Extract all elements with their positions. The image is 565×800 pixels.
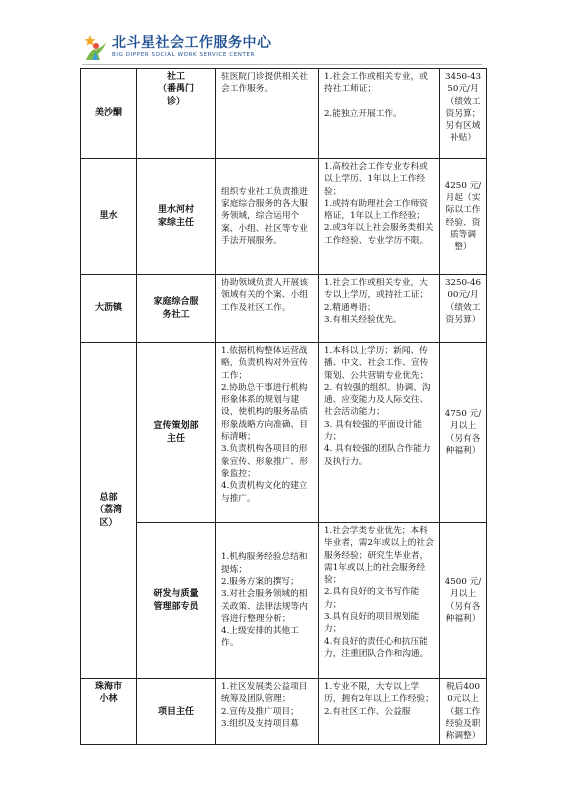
requirement-item: 2.有社区工作、公益服	[324, 706, 411, 717]
position-line: （番禺门	[157, 84, 194, 95]
position-cell	[137, 275, 216, 343]
salary-text: 税后4000元以上（据工作经验及职称调整）	[445, 682, 481, 742]
duty-item: 2.协助总干事进行机构形象体系的规划与建设，使机构的服务品质形象战略方向准确、目标清晰；	[221, 382, 308, 443]
requirement-item: 1.高校社会工作专业专科或以上学历、1年以上工作经验；	[324, 162, 428, 197]
location-line: 珠海市	[94, 682, 122, 692]
duty-item: 1.社区发展类公益项目统筹及团队管理；	[221, 682, 308, 705]
requirement-item: 1.社会学类专业优先；本科毕业者，需2年或以上的社会服务经验；研究生毕业者，需1年或以上的社会服务经验；	[324, 526, 434, 586]
table-row	[81, 159, 487, 275]
location-line: （荔湾	[94, 505, 122, 516]
table-row	[81, 343, 487, 523]
requirement-item: 1.或持有助理社会工作师资格证，1年以上工作经验；	[324, 198, 428, 222]
job-table	[80, 68, 487, 745]
requirement-item: 1.社会工作或相关专业，大专以上学历，或持社工证；	[324, 278, 429, 301]
requirements-cell	[319, 523, 440, 679]
duty-item: 2.宣传及推广项目；	[221, 706, 299, 717]
duty-item: 3.对社会服务领域的相关政策、法律法规等内容进行整理分析；	[221, 589, 308, 624]
salary-text: 3450-4350元/月（绩效工资另算；另有区域补贴）	[444, 72, 482, 144]
salary-text: 3250-4600元/月（绩效工资另算）	[444, 278, 482, 325]
location-line: 区）	[99, 517, 118, 528]
requirements-cell	[319, 343, 440, 523]
position-line: 社工	[166, 72, 185, 82]
location-text: 美沙酮	[94, 108, 122, 119]
table-row	[81, 275, 487, 343]
salary-text: 4250 元/月起（实际以工作经验、资质等调整）	[444, 180, 482, 253]
duty-item: 协助领域负责人开展该领域有关的个案、小组工作及社区工作。	[221, 278, 308, 313]
salary-text: 4500 元/月以上（另有各种福利）	[444, 576, 482, 624]
position-cell	[137, 523, 216, 679]
duties-cell	[216, 343, 319, 523]
duty-item: 组织专业社工负责推进家庭综合服务的各大服务领域，综合运用个案、小组、社区等专业手法开展服务。	[221, 186, 308, 246]
requirement-item: 2. 有较强的组织、协调、沟通、应变能力及人际交往、社会活动能力；	[324, 382, 431, 418]
table-row	[81, 679, 487, 745]
location-line: 总部	[99, 493, 118, 504]
duties-cell	[216, 275, 319, 343]
requirement-item: 2.能独立开展工作。	[324, 108, 402, 119]
position-line: 宣传策划部	[153, 421, 199, 432]
star-person-logo-icon	[82, 33, 108, 61]
requirement-item: 4. 具有较强的团队合作能力及执行力。	[324, 444, 431, 467]
requirement-item: 2.或3年以上社会服务类相关工作经验、专业学历不限。	[324, 223, 434, 246]
salary-cell	[440, 159, 487, 275]
position-line: 项目主任	[157, 706, 194, 717]
location-cell	[81, 343, 137, 679]
location-cell	[81, 679, 137, 745]
requirements-cell	[319, 69, 440, 159]
header-divider	[82, 64, 482, 65]
requirement-item: 1.专业不限，大专以上学历，拥有2年以上工作经验；	[324, 682, 434, 705]
position-line: 务社工	[162, 309, 190, 320]
position-cell	[137, 69, 216, 159]
requirement-item: 2.精通粤语；	[324, 302, 376, 313]
position-line: 里水河村	[157, 205, 194, 216]
position-line: 家综主任	[157, 217, 194, 228]
position-line: 管理部专员	[153, 601, 199, 612]
duty-item: 2.服务方案的撰写；	[221, 576, 299, 587]
requirement-item: 3.具有良好的项目规划能力；	[324, 612, 420, 635]
requirement-item: 2.具有良好的文书写作能力；	[324, 587, 420, 610]
location-cell	[81, 69, 137, 159]
position-cell	[137, 159, 216, 275]
requirements-cell	[319, 159, 440, 275]
requirements-cell	[319, 679, 440, 745]
requirement-item: 1.本科以上学历；新闻、传播、中文、社会工作、宣传策划、公共营销专业优先；	[324, 346, 429, 381]
salary-cell	[440, 69, 487, 159]
location-cell	[81, 275, 137, 343]
location-text: 大沥镇	[94, 303, 122, 314]
requirement-item: 4.有良好的责任心和抗压能力，注重团队合作和沟通。	[324, 636, 429, 659]
salary-cell	[440, 275, 487, 343]
position-line: 主任	[166, 433, 185, 444]
requirement-item: 3.有相关经验优先。	[324, 314, 402, 325]
salary-cell	[440, 679, 487, 745]
duty-item: 4.上级安排的其他工作。	[221, 626, 299, 649]
duties-cell	[216, 69, 319, 159]
job-table-body	[81, 69, 487, 745]
position-cell	[137, 343, 216, 523]
duty-item: 3.负责机构各项目的形象宣传、形象推广、形象监控；	[221, 444, 308, 479]
salary-cell	[440, 523, 487, 679]
table-row	[81, 69, 487, 159]
org-name-en: BIG DIPPER SOCIAL WORK SERVICE CENTER	[112, 52, 255, 58]
salary-text: 4750 元/月以上（另有各种福利）	[444, 408, 482, 456]
duty-item: 1.机构服务经验总结和提炼；	[221, 552, 308, 575]
duty-item: 1.依据机构整体运营战略，负责机构对外宣传工作；	[221, 346, 308, 381]
position-line: 诊）	[166, 96, 185, 107]
position-line: 研发与质量	[153, 589, 199, 600]
requirement-item	[324, 96, 435, 108]
org-name-cn: 北斗星社会工作服务中心	[112, 35, 272, 51]
duty-item: 3.组织及支持项目募	[221, 718, 299, 729]
duty-item: 4.负责机构文化的建立与推广。	[221, 481, 308, 504]
duties-cell	[216, 159, 319, 275]
location-line: 小林	[99, 694, 118, 705]
requirements-cell	[319, 275, 440, 343]
position-line: 家庭综合服	[153, 297, 199, 308]
location-cell	[81, 159, 137, 275]
duties-cell	[216, 523, 319, 679]
requirement-item: 3. 具有较强的平面设计能力；	[324, 419, 422, 443]
requirement-item: 1.社会工作或相关专业，或持社工师证；	[324, 72, 428, 95]
duty-item: 驻医院门诊提供相关社会工作服务。	[221, 72, 308, 95]
salary-cell	[440, 343, 487, 523]
brand-text	[112, 35, 272, 59]
table-row	[81, 523, 487, 679]
duties-cell	[216, 679, 319, 745]
location-text: 里水	[99, 211, 118, 222]
position-cell	[137, 679, 216, 745]
page-header	[82, 30, 272, 64]
